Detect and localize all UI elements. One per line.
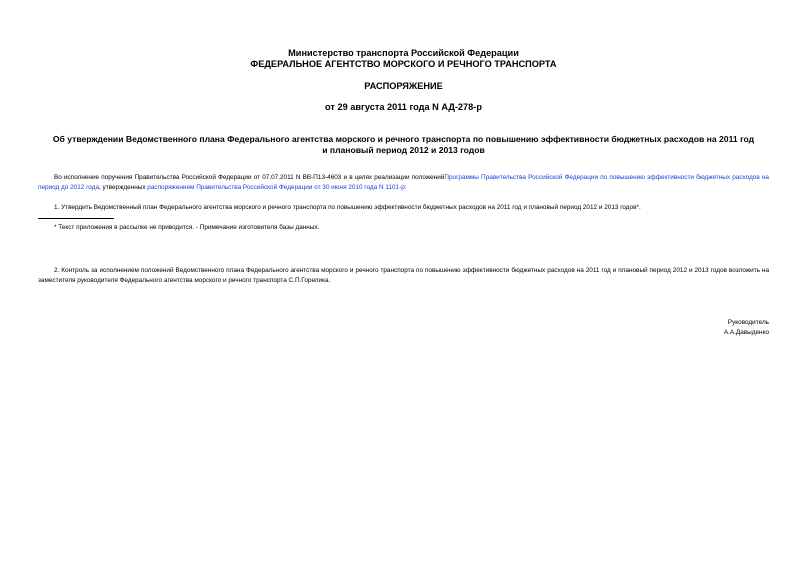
agency-name: ФЕДЕРАЛЬНОЕ АГЕНТСТВО МОРСКОГО И РЕЧНОГО ТРАНСПОРТА <box>250 59 557 69</box>
intro-text: Во исполнение поручения Правительства Российской Федерации от 07.07.2011 N ВВ-П13-4603 и в целях реализации положений <box>54 174 445 181</box>
intro-mid-text: , утвержденных <box>99 183 148 191</box>
document-title-line2: и плановый период 2012 и 2013 годов <box>322 145 485 155</box>
decree-link[interactable]: распоряжением Правительства Российской Федерации от 30 июня 2010 года N 1101-р <box>147 183 405 191</box>
intro-end-text: : <box>404 183 407 191</box>
signature-name: А.А.Давыденко <box>723 329 769 336</box>
signature-position: Руководитель <box>727 319 769 326</box>
ministry-name: Министерство транспорта Российской Федерации <box>288 48 519 58</box>
footnote: * Текст приложения в рассылке не приводится. - Примечание изготовителя базы данных. <box>54 224 320 231</box>
document-type: РАСПОРЯЖЕНИЕ <box>364 81 443 91</box>
item-2-paragraph: 2. Контроль за исполнением положений Ведомственного плана Федерального агентства морского и речного транспорта по повышению эффективности бюджетных расходов на 2011 год и плановый период 2012 и 2013 годов возложить на заместителя руководителя Федерального агентства морского и речного транспорта С.П.Горелика. <box>38 267 769 284</box>
program-link[interactable]: Программы Правительства Российской Федерации по повышению эффективности бюджетных расходов на период до 2012 года <box>38 174 769 191</box>
footnote-separator <box>38 218 114 219</box>
document-date-number: от 29 августа 2011 года N АД-278-р <box>325 102 482 112</box>
document-title-line1: Об утверждении Ведомственного плана Федерального агентства морского и речного транспорта по повышению эффективности бюджетных расходов на 2011 год <box>52 134 755 144</box>
item-1-paragraph: 1. Утвердить Ведомственный план Федерального агентства морского и речного транспорта по повышению эффективности бюджетных расходов на 2011 год и плановый период 2012 и 2013 годов*. <box>54 204 641 211</box>
intro-paragraph <box>38 173 769 192</box>
